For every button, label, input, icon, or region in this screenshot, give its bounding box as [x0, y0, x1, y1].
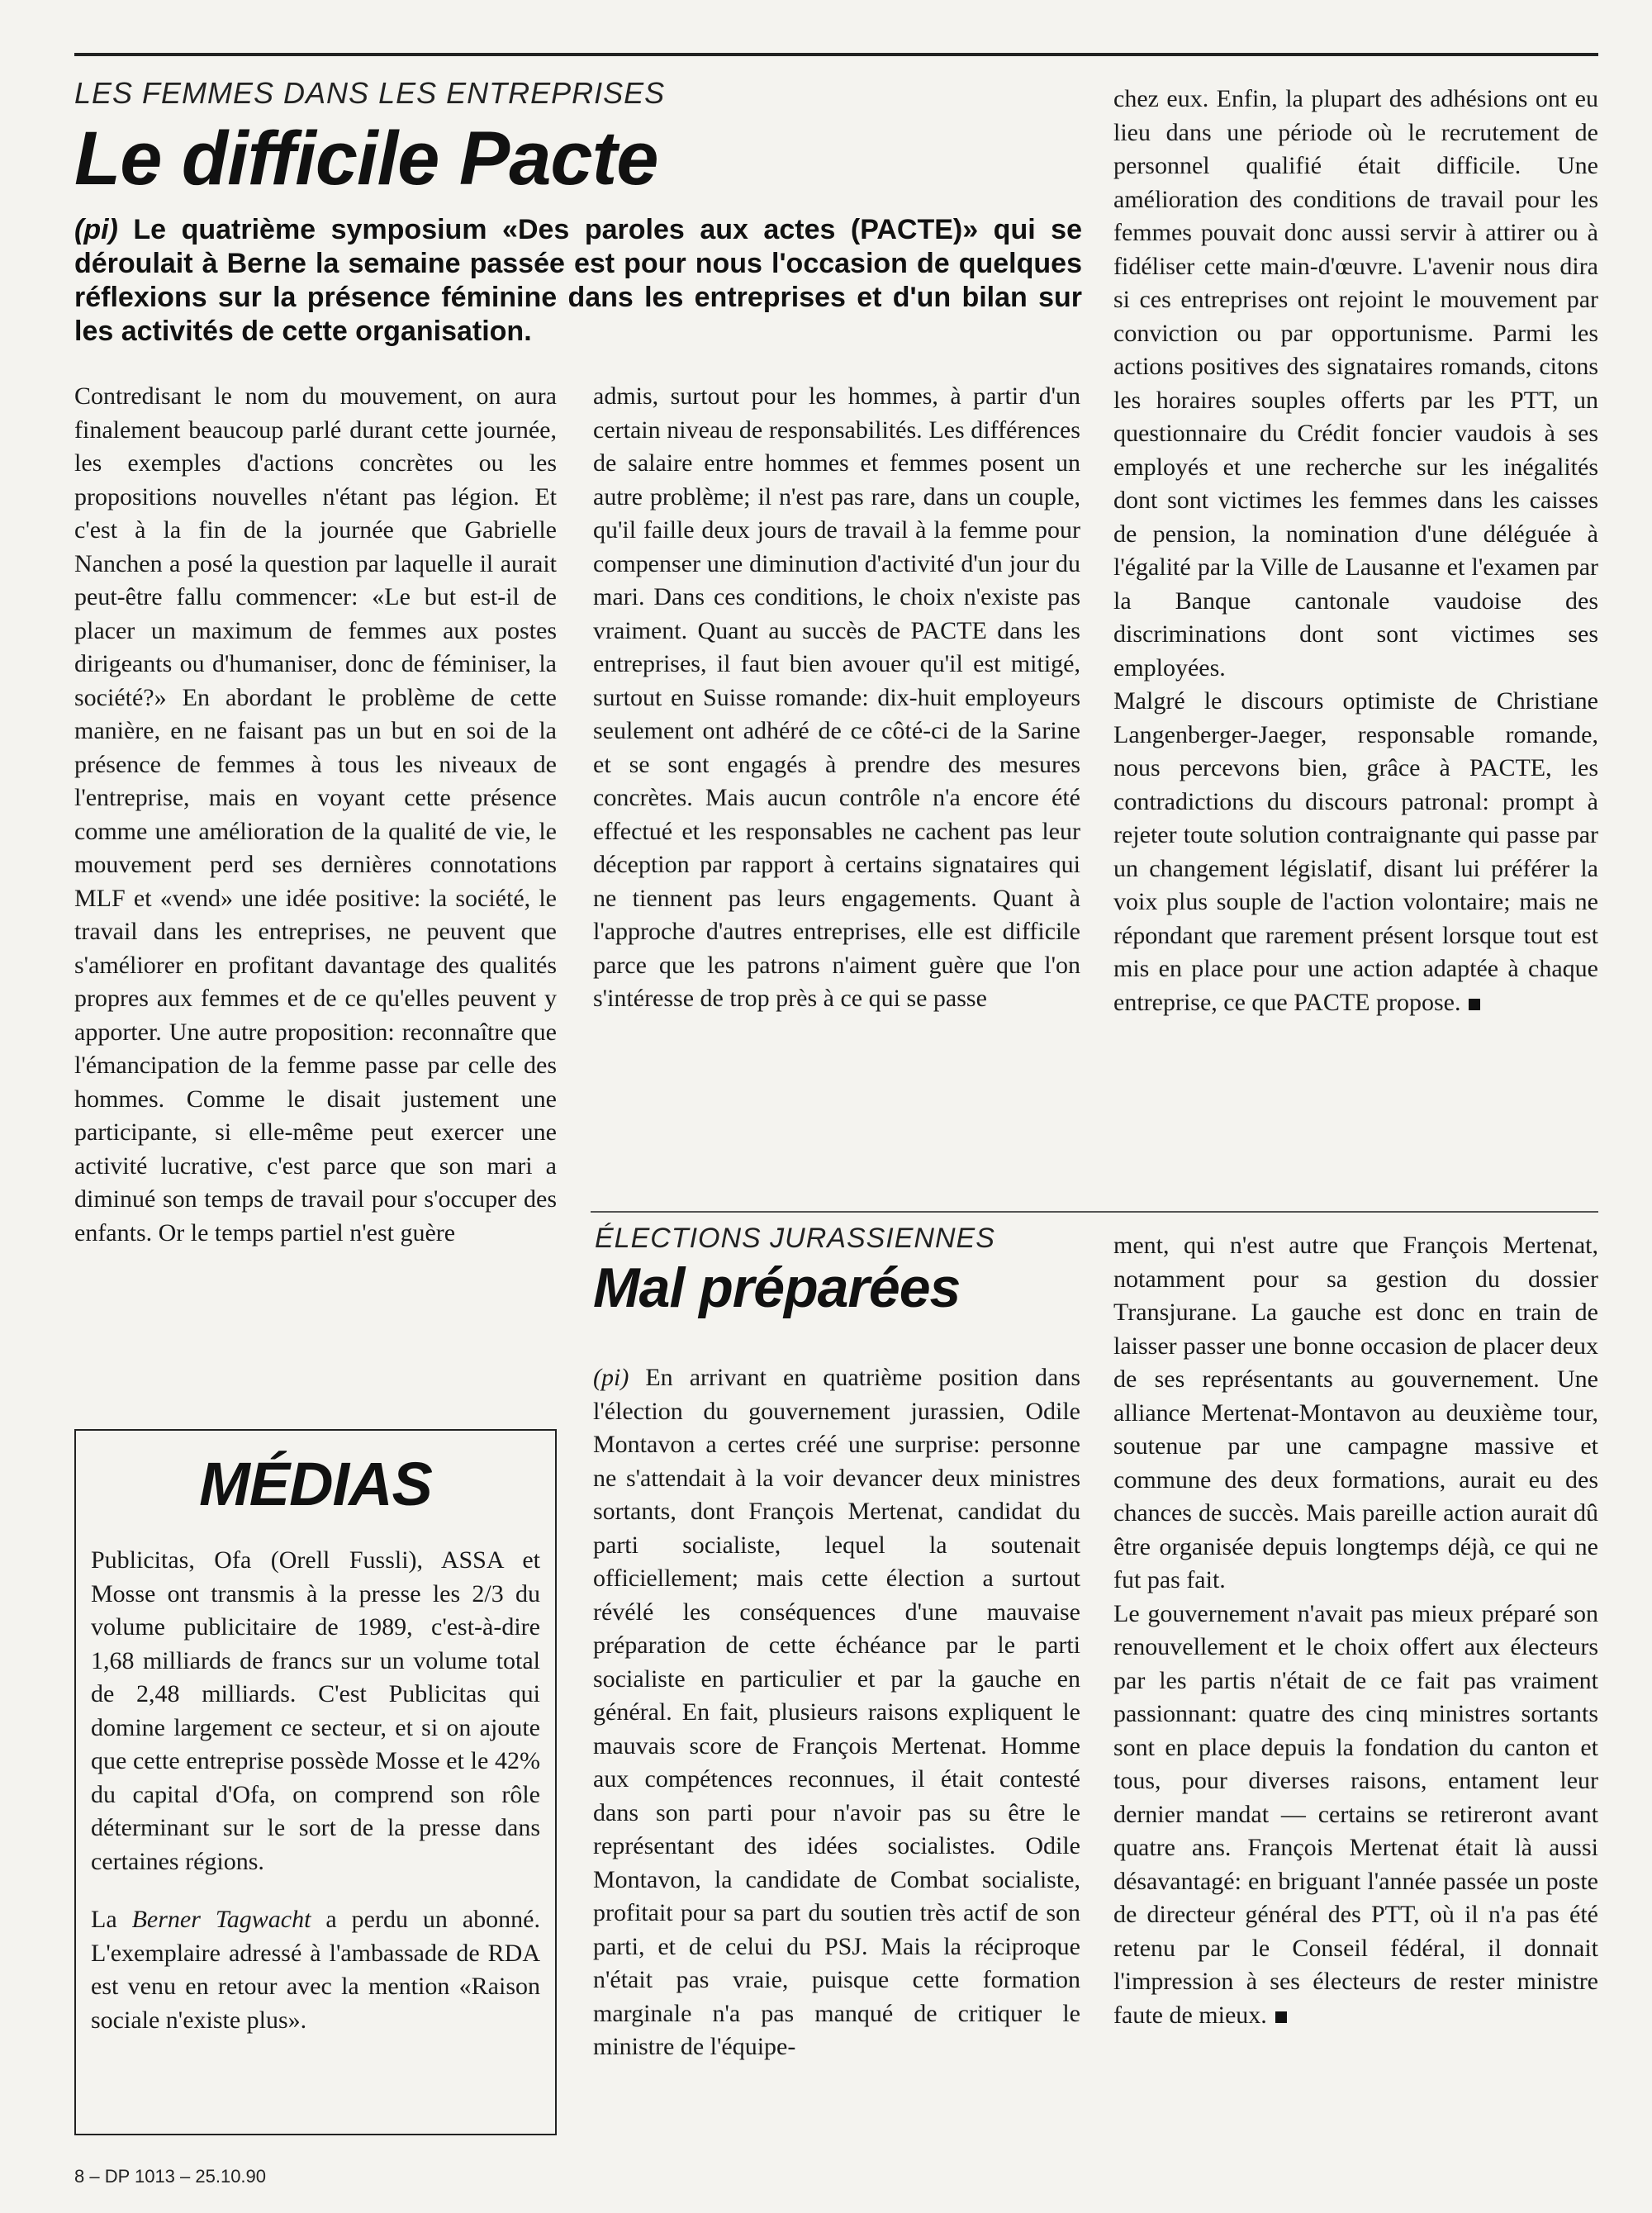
article2-tag: (pi) — [593, 1364, 629, 1391]
lead-text: Le quatrième symposium «Des paroles aux actes (PACTE)» qui se déroulait à Berne la semaine passée est pour nous l'occasion de quelques réflexions sur la présence féminine dans les entreprises et d'un bilan sur les activités de cette organisation. — [74, 214, 1083, 347]
article1-kicker: LES FEMMES DANS LES ENTREPRISES — [74, 76, 666, 110]
article1-col2 — [593, 380, 1080, 1173]
article2-kicker: ÉLECTIONS JURASSIENNES — [595, 1223, 995, 1254]
article2-col1-text: (pi) En arrivant en quatrième position dans l'élection du gouvernement jurassien, Odile Montavon a certes créé une surprise: personne ne s'attendait à la voir devancer deux ministres sortants, dont François Mertenat, candidat du parti socialiste, lequel la soutenait officiellement; mais cette élection a surtout révélé les conséquences d'une mauvaise préparation de cette échéance par le parti socialiste en particulier et par la gauche en général. En fait, plusieurs raisons expliquent le mauvais score de François Mertenat. Homme aux compétences reconnues, il était contesté dans son parti pour n'avoir pas su être le représentant des idées socialistes. Odile Montavon, la candidate de Combat socialiste, profitait pour sa part du soutien très actif de son parti, et de celui du PSJ. Mais la réciproque n'était pas vraie, puisque cette formation marginale n'a pas manqué de critiquer le ministre de l'équipe- — [593, 1364, 1080, 2060]
page-footer: 8 – DP 1013 – 25.10.90 — [74, 2166, 267, 2187]
article1-col1 — [74, 380, 557, 1396]
article1-title: Le difficile Pacte — [74, 116, 658, 201]
article1-lead — [74, 213, 1082, 349]
article1-col3-text-a: chez eux. Enfin, la plupart des adhésions ont eu lieu dans une période où le recrutement de personnel qualifié était difficile. Une amélioration des conditions de travail pour les femmes pouvait donc aussi servir à attirer ou à fidéliser cette main-d'œuvre. L'avenir nous dira si ces entreprises ont rejoint le mouvement par conviction ou par opportunisme. Parmi les actions positives des signataires romands, citons les horaires souples offerts par les PTT, un questionnaire du Crédit foncier vaudois à ses employés et une recherche sur les inégalités dont sont victimes les femmes dans les caisses de pension, la nomination d'une déléguée à l'égalité par la Ville de Lausanne et l'examen par la Banque cantonale vaudoise des discriminations dont sont victimes ses employées. — [1113, 85, 1598, 681]
top-rule — [74, 53, 1598, 56]
section-rule — [591, 1211, 1598, 1213]
end-mark — [1275, 2011, 1287, 2023]
article1-col1-text: Contredisant le nom du mouvement, on aura finalement beaucoup parlé durant cette journée, les exemples d'actions concrètes ou les propositions nouvelles n'étant pas légion. Et c'est à la fin de la journée que Gabrielle Nanchen a posé la question par laquelle il aurait peut-être fallu commencer: «Le but est-il de placer un maximum de femmes aux postes dirigeants ou d'humaniser, donc de féminiser, la société?» En abordant le problème de cette manière, en ne faisant pas un but en soi de la présence de femmes à tous les niveaux de l'entreprise, mais en voyant cette présence comme une amélioration de la qualité de vie, le mouvement perd ses dernières connotations MLF et «vend» une idée positive: la société, le travail dans les entreprises, ne peuvent que s'améliorer en profitant davantage des qualités propres aux femmes et de ce qu'elles peuvent y apporter. Une autre proposition: reconnaître que l'émancipation de la femme passe par celle des hommes. Comme le disait justement une participante, si elle-même peut exercer une activité lucrative, c'est parce que son mari a diminué son temps de travail pour s'occuper des enfants. Or le temps partiel n'est guère — [74, 382, 557, 1247]
article2-col2-text-b: Le gouvernement n'avait pas mieux préparé son renouvellement et le choix offert aux électeurs par les partis n'était de ce fait pas vraiment passionnant: quatre des cinq ministres sortants sont en place depuis la fondation du canton et tous, pour diverses raisons, entament leur dernier mandat — certains se retireront avant quatre ans. François Mertenat était là aussi désavantagé: en briguant l'année passée un poste de directeur général des PTT, où il n'a pas été retenu par le Conseil fédéral, il donnait l'impression à ses électeurs de rester ministre faute de mieux. — [1113, 1599, 1598, 2029]
sidebar-para1: Publicitas, Ofa (Orell Fussli), ASSA et Mosse ont transmis à la presse les 2/3 du volume publicitaire de 1989, c'est-à-dire 1,68 milliards de francs sur un volume total de 2,48 milliards. C'est Publicitas qui domine largement ce secteur, et si on ajoute que cette entreprise possède Mosse et le 42% du capital d'Ofa, on comprend son rôle déterminant sur le sort de la presse dans certaines régions. — [91, 1546, 540, 1875]
sidebar-title: MÉDIAS — [199, 1450, 432, 1518]
sidebar-box — [74, 1429, 557, 2135]
article1-col3 — [1113, 83, 1598, 1173]
article2-title: Mal préparées — [593, 1256, 961, 1319]
newspaper-title: Berner Tagwacht — [131, 1906, 311, 1933]
article1-col2-text: admis, surtout pour les hommes, à partir d'un certain niveau de responsabilités. Les différences de salaire entre hommes et femmes posent un autre problème; il n'est pas rare, dans un couple, qu'il faille deux jours de travail à la femme pour compenser une diminution d'activité d'un jour du mari. Dans ces conditions, le choix n'existe pas vraiment. Quant au succès de PACTE dans les entreprises, il faut bien avouer qu'il est mitigé, surtout en Suisse romande: dix-huit employeurs seulement ont adhéré de ce côté-ci de la Sarine et se sont engagés à prendre des mesures concrètes. Mais aucun contrôle n'a encore été effectué et les responsables ne cachent pas leur déception par rapport à certains signataires qui ne tiennent pas leurs engagements. Quant à l'approche d'autres entreprises, elle est difficile parce que les patrons n'aiment guère que l'on s'intéresse de trop près à ce qui se passe — [593, 382, 1080, 1012]
article2-col2-text-a: ment, qui n'est autre que François Mertenat, notamment pour sa gestion du dossier Transjurane. La gauche est donc en train de laisser passer une bonne occasion de placer deux de ses représentants au gouvernement. Une alliance Mertenat-Montavon au deuxième tour, soutenue par une campagne massive et commune des deux formations, aurait eu des chances de succès. Mais pareille action aurait dû être organisée depuis longtemps déjà, ce qui ne fut pas fait. — [1113, 1232, 1598, 1593]
article2-col2 — [1113, 1229, 1598, 2163]
lead-tag: (pi) — [74, 214, 118, 245]
article1-col3-text-b: Malgré le discours optimiste de Christiane Langenberger-Jaeger, responsable romande, nous percevons bien, grâce à PACTE, les contradictions du discours patronal: prompt à rejeter toute solution contraignante qui passe par un changement législatif, disant lui préférer la voix plus souple de l'action volontaire; mais ne répondant que rarement présent lorsque tout est mis en place pour une action adaptée à chaque entreprise, ce que PACTE propose. — [1113, 687, 1598, 1016]
end-mark — [1469, 999, 1480, 1010]
sidebar-para2: La Berner Tagwacht a perdu un abonné. L'exemplaire adressé à l'ambassade de RDA est venu en retour avec la mention «Raison sociale n'existe plus». — [91, 1906, 541, 2034]
article2-col1 — [593, 1361, 1080, 2154]
